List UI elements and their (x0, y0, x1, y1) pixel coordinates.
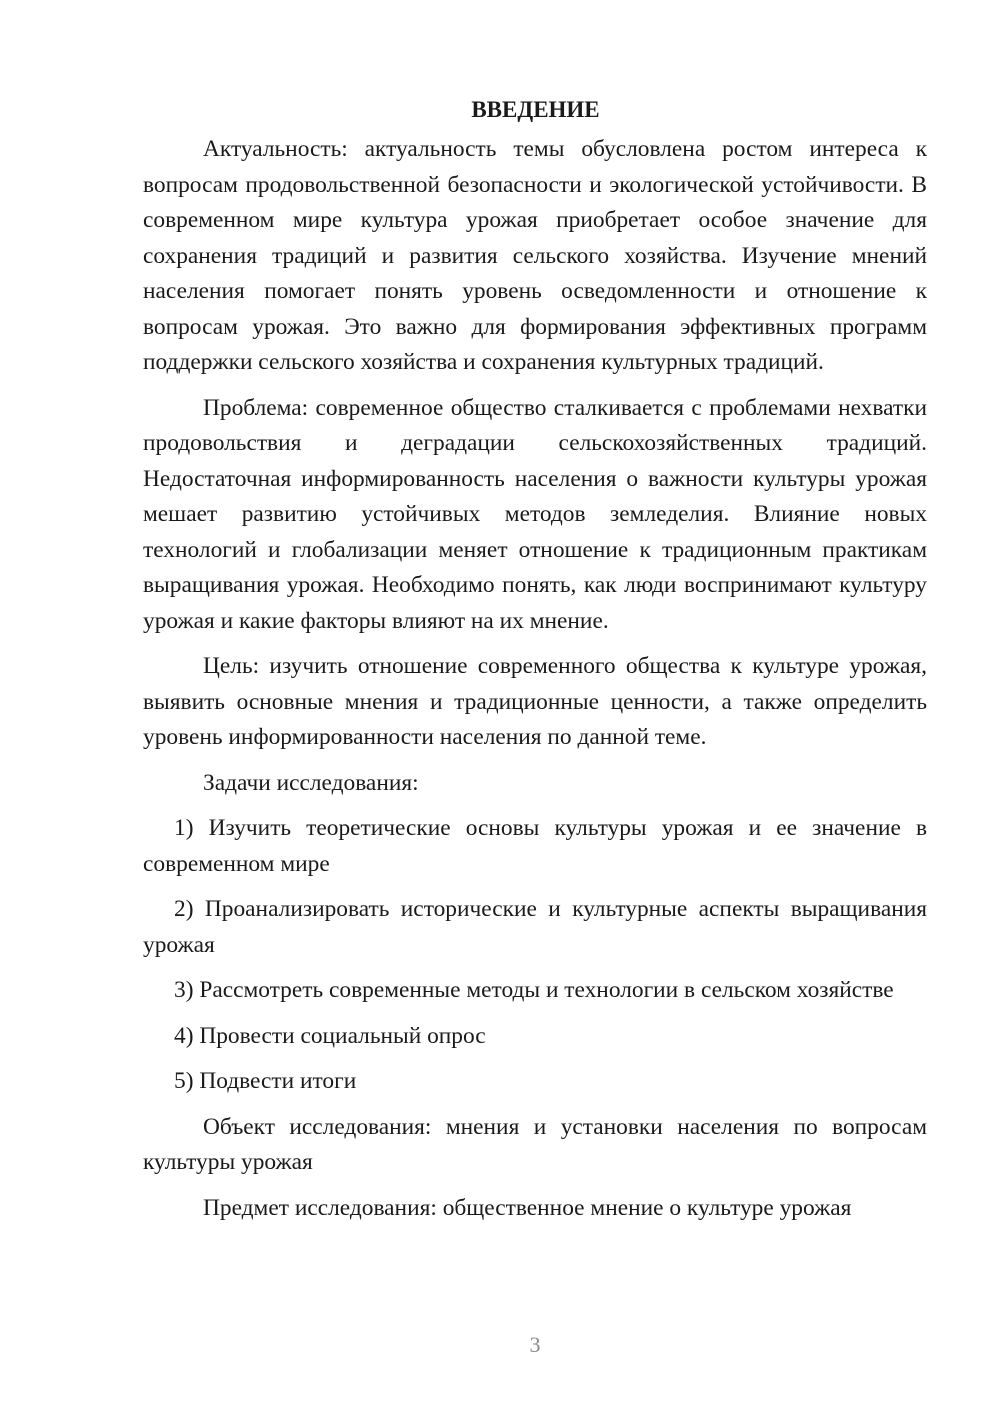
paragraph-object: Объект исследования: мнения и установки населения по вопросам культуры урожая (143, 1113, 927, 1175)
task-item-4: 4) Провести социальный опрос (174, 1022, 486, 1049)
task-item-2: 2) Проанализировать исторические и культурные аспекты выращивания урожая (143, 896, 927, 958)
tasks-heading: Задачи исследования: (203, 769, 419, 796)
paragraph-subject: Предмет исследования: общественное мнение о культуре урожая (203, 1194, 852, 1221)
page-number: 3 (529, 1332, 541, 1357)
paragraph-problem: Проблема: современное общество сталкивается с проблемами нехватки продовольствия и деградации сельскохозяйственных традиций. Недостаточная информированность населения о важности культуры урожая мешает развитию устойчивых методов земледелия. Влияние новых технологий и глобализации меняет отношение к традиционным практикам выращивания урожая. Необходимо понять, как люди воспринимают культуру урожая и какие факторы влияют на их мнение. (143, 394, 927, 634)
task-item-3: 3) Рассмотреть современные методы и технологии в сельском хозяйстве (174, 977, 894, 1003)
paragraph-relevance: Актуальность: актуальность темы обусловлена ростом интереса к вопросам продовольственной безопасности и экологической устойчивости. В современном мире культура урожая приобретает особое значение для сохранения традиций и развития сельского хозяйства. Изучение мнений населения помогает понять уровень осведомленности и отношение к вопросам урожая. Это важно для формирования эффективных программ поддержки сельского хозяйства и сохранения культурных традиций. (143, 136, 927, 375)
task-item-5: 5) Подвести итоги (174, 1068, 357, 1094)
task-item-1: 1) Изучить теоретические основы культуры урожая и ее значение в современном мире (143, 815, 927, 877)
document-page (143, 90, 927, 1226)
paragraph-goal: Цель: изучить отношение современного общества к культуре урожая, выявить основные мнения и традиционные ценности, а также определить уровень информированности населения по данной теме. (143, 653, 927, 750)
section-title: ВВЕДЕНИЕ (471, 97, 600, 122)
